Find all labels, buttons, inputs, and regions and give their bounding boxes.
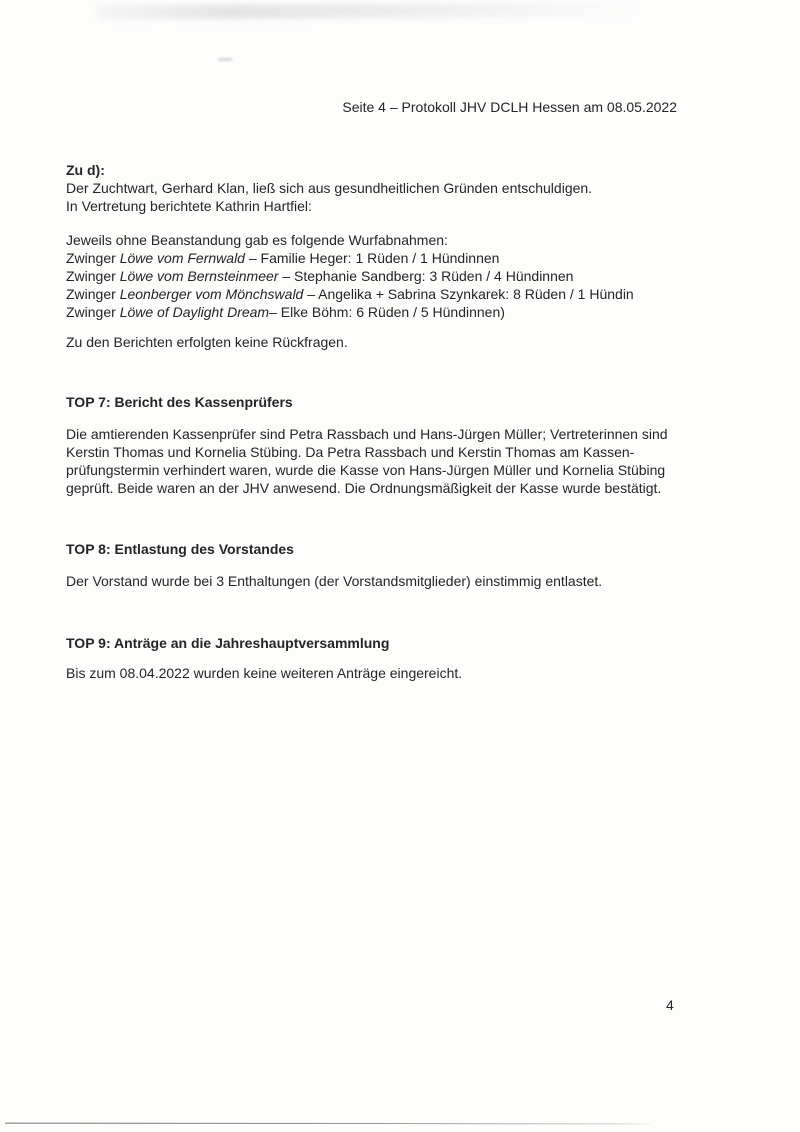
text-line: In Vertretung berichtete Kathrin Hartfiel:	[66, 198, 312, 214]
text-line: TOP 8: Entlastung des Vorstandes	[66, 541, 294, 557]
text-line: TOP 9: Anträge an die Jahreshauptversammlung	[66, 635, 390, 651]
top9-heading	[66, 634, 726, 652]
text-line: Der Vorstand wurde bei 3 Enthaltungen (der Vorstandsmitglieder) einstimmig entlastet.	[66, 573, 603, 589]
text-line: TOP 7: Bericht des Kassenprüfers	[66, 394, 293, 410]
text-line: Zu d):	[66, 162, 105, 178]
text-line: Der Zuchtwart, Gerhard Klan, ließ sich aus gesundheitlichen Gründen entschuldigen.	[66, 180, 593, 196]
section-zu-d-heading	[66, 161, 726, 179]
text-line: Die amtierenden Kassenprüfer sind Petra Rassbach und Hans-Jürgen Müller; Vertreterinnen sind	[66, 426, 668, 442]
top9-body	[66, 664, 726, 682]
page-header: Seite 4 – Protokoll JHV DCLH Hessen am 08.05.2022	[342, 99, 677, 115]
text-line: Zu den Berichten erfolgten keine Rückfragen.	[66, 334, 348, 350]
text-line: geprüft. Beide waren an der JHV anwesend. Die Ordnungsmäßigkeit der Kasse wurde bestätigt.	[66, 480, 662, 496]
text-line: Zwinger Löwe vom Bernsteinmeer – Stephanie Sandberg: 3 Rüden / 4 Hündinnen	[66, 268, 574, 284]
text-line: Zwinger Löwe vom Fernwald – Familie Heger: 1 Rüden / 1 Hündinnen	[66, 250, 500, 266]
text-line: prüfungstermin verhindert waren, wurde die Kasse von Hans-Jürgen Müller und Kornelia Stübing	[66, 462, 666, 478]
text-line: Zwinger Leonberger vom Mönchswald – Angelika + Sabrina Szynkarek: 8 Rüden / 1 Hündin	[66, 286, 634, 302]
section-zu-d-body	[66, 179, 726, 215]
text-line: Zwinger Löwe of Daylight Dream– Elke Böhm: 6 Rüden / 5 Hündinnen)	[66, 304, 505, 320]
text-line: Jeweils ohne Beanstandung gab es folgende Wurfabnahmen:	[66, 232, 448, 248]
top7-heading	[66, 393, 726, 411]
top8-body	[66, 572, 726, 590]
top7-body	[66, 425, 726, 497]
wurfabnahmen-list	[66, 231, 726, 321]
text-line: Kerstin Thomas und Kornelia Stübing. Da Petra Rassbach und Kerstin Thomas am Kassen-	[66, 444, 635, 460]
text-line: Bis zum 08.04.2022 wurden keine weiteren Anträge eingereicht.	[66, 665, 463, 681]
page-number: 4	[666, 997, 674, 1013]
no-questions-note	[66, 333, 726, 351]
top8-heading	[66, 540, 726, 558]
